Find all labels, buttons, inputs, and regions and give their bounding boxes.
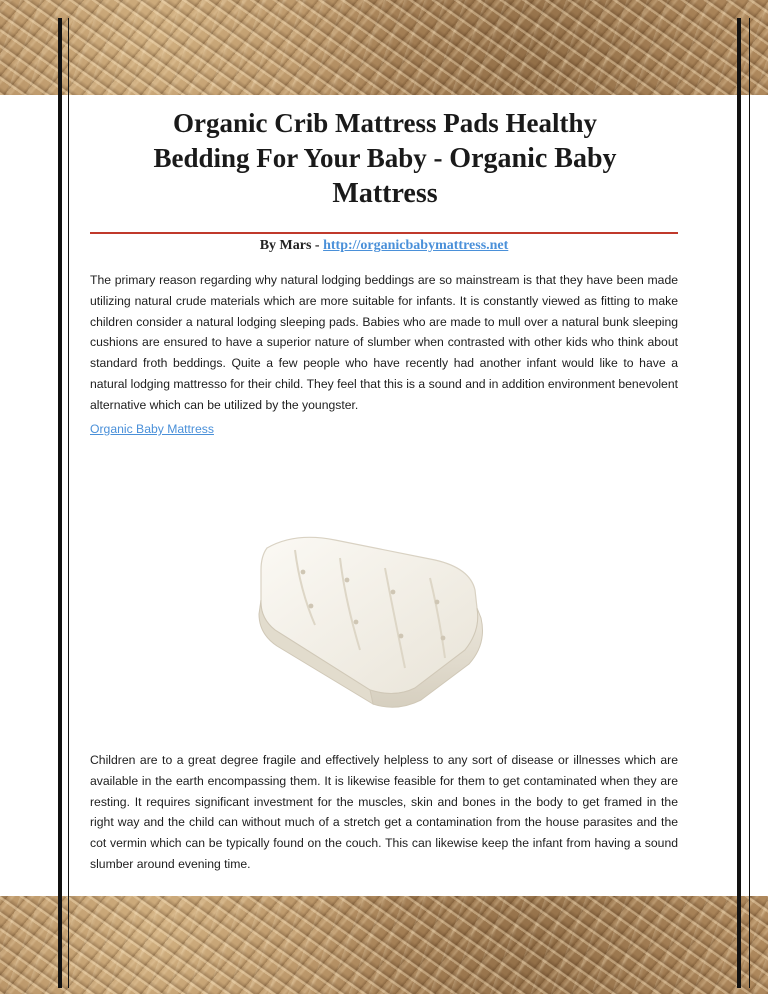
title-keyword: Organic Baby Mattress — [332, 143, 617, 209]
footer-texture-band — [0, 896, 768, 994]
body-paragraph-1: The primary reason regarding why natural lodging beddings are so mainstream is that they have been made utilizing natural crude materials which are more suitable for infants. It is constantly viewed as fitting to make children consider a natural lodging sleeping pads. Babies who are made to mull over a natural bunk sleeping cushions are ensured to have a superior nature of slumber when contrasted with other kids who think about standard froth beddings. Quite a few people who have recently had another infant would like to have a natural lodging mattresso for their child. They feel that this is a sound and in addition environment benevolent alternative which can be utilized by the youngster. — [90, 273, 678, 412]
organic-baby-mattress-link[interactable]: Organic Baby Mattress — [90, 422, 214, 436]
title-part1: Organic Crib Mattress Pads Healthy — [173, 108, 597, 138]
right-border-line — [737, 18, 741, 988]
byline-url-link[interactable]: http://organicbabymattress.net — [323, 238, 509, 253]
byline — [90, 238, 678, 254]
title-part2: Bedding For Your Baby - — [153, 143, 450, 173]
header-texture-band — [0, 0, 768, 95]
left-border-line-inner — [68, 18, 69, 988]
title-divider — [90, 232, 678, 234]
mattress-image — [255, 510, 525, 710]
left-border-line — [58, 18, 62, 988]
page-title — [100, 106, 670, 211]
right-border-line-inner — [749, 18, 750, 988]
body-paragraph-2: Children are to a great degree fragile and effectively helpless to any sort of disease or illnesses which are available in the earth encompassing them. It is likewise feasible for them to get contaminated when they are resting. It requires significant investment for the muscles, skin and bones in the body to get framed in the right way and the child can without much of a stretch get a contamination from the house parasites and the cot vermin which can be typically found on the couch. This can likewise keep the infant from having a sound slumber around evening time. — [90, 753, 678, 871]
byline-author: By Mars - — [259, 238, 324, 253]
